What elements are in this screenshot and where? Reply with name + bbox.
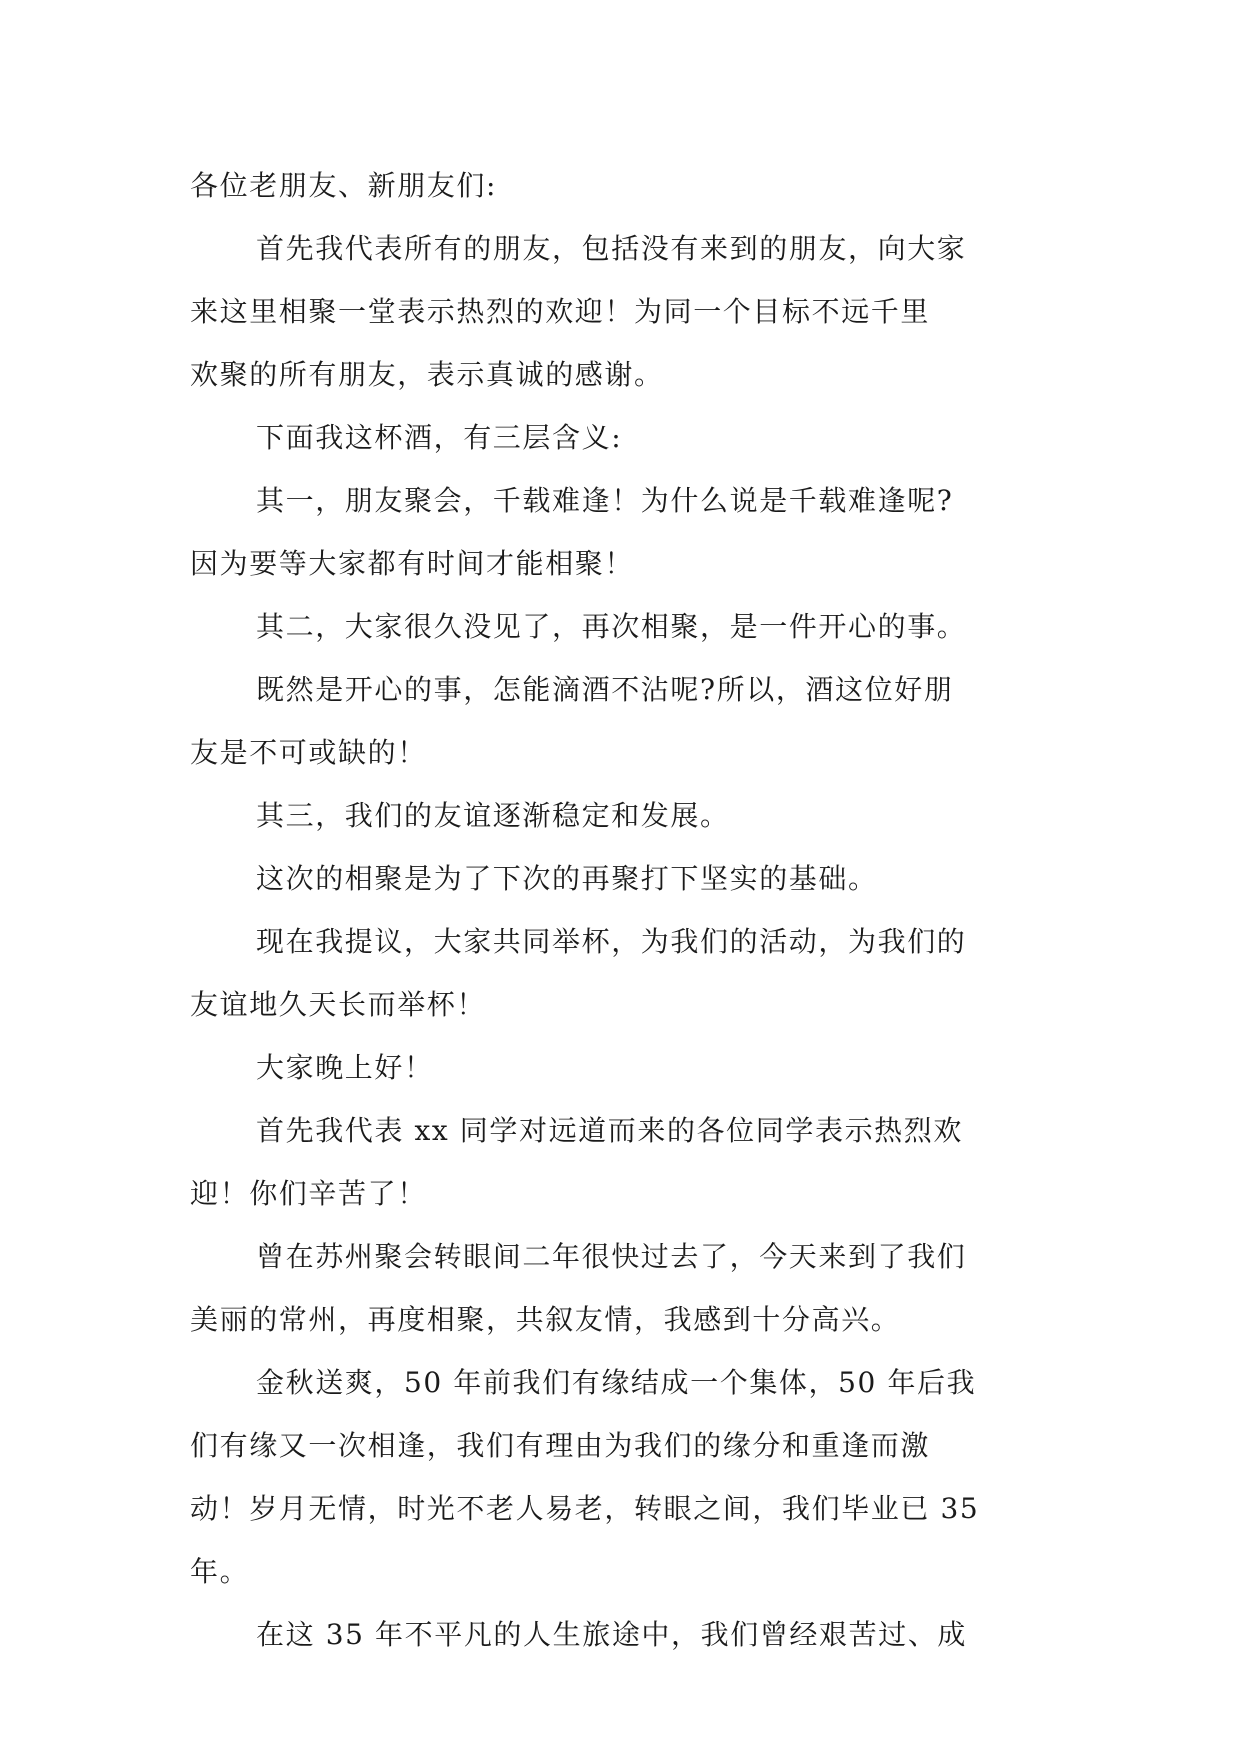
text-line: 来这里相聚一堂表示热烈的欢迎！为同一个目标不远千里 (190, 295, 931, 328)
text-line: 年。 (190, 1555, 250, 1588)
text-line: 欢聚的所有朋友，表示真诚的感谢。 (190, 358, 664, 391)
text-line: 大家晚上好！ (256, 1051, 434, 1084)
text-line: 下面我这杯酒，有三层含义: (256, 421, 623, 454)
text-line: 们有缘又一次相逢，我们有理由为我们的缘分和重逢而激 (190, 1429, 931, 1462)
text-line: 友谊地久天长而举杯！ (190, 988, 487, 1021)
text-line: 迎！你们辛苦了！ (190, 1177, 427, 1210)
text-line: 因为要等大家都有时间才能相聚！ (190, 547, 635, 580)
text-line: 各位老朋友、新朋友们: (190, 169, 498, 202)
text-line: 金秋送爽，50 年前我们有缘结成一个集体，50 年后我 (256, 1366, 977, 1399)
text-line: 现在我提议，大家共同举杯，为我们的活动，为我们的 (256, 925, 967, 958)
text-line: 这次的相聚是为了下次的再聚打下坚实的基础。 (256, 862, 878, 895)
text-line: 其一，朋友聚会，千载难逢！为什么说是千载难逢呢? (256, 484, 954, 517)
speech-text (190, 154, 1060, 1666)
text-line: 曾在苏州聚会转眼间二年很快过去了，今天来到了我们 (256, 1240, 967, 1273)
text-line: 其三，我们的友谊逐渐稳定和发展。 (256, 799, 730, 832)
text-line: 美丽的常州，再度相聚，共叙友情，我感到十分高兴。 (190, 1303, 901, 1336)
text-line: 在这 35 年不平凡的人生旅途中，我们曾经艰苦过、成 (256, 1618, 968, 1651)
text-line: 友是不可或缺的！ (190, 736, 427, 769)
text-line: 首先我代表所有的朋友，包括没有来到的朋友，向大家 (256, 232, 967, 265)
text-line: 首先我代表 xx 同学对远道而来的各位同学表示热烈欢 (256, 1114, 963, 1147)
text-line: 动！岁月无情，时光不老人易老，转眼之间，我们毕业已 35 (190, 1492, 980, 1525)
text-line: 其二，大家很久没见了，再次相聚，是一件开心的事。 (256, 610, 967, 643)
text-line: 既然是开心的事，怎能滴酒不沾呢?所以，酒这位好朋 (256, 673, 954, 706)
